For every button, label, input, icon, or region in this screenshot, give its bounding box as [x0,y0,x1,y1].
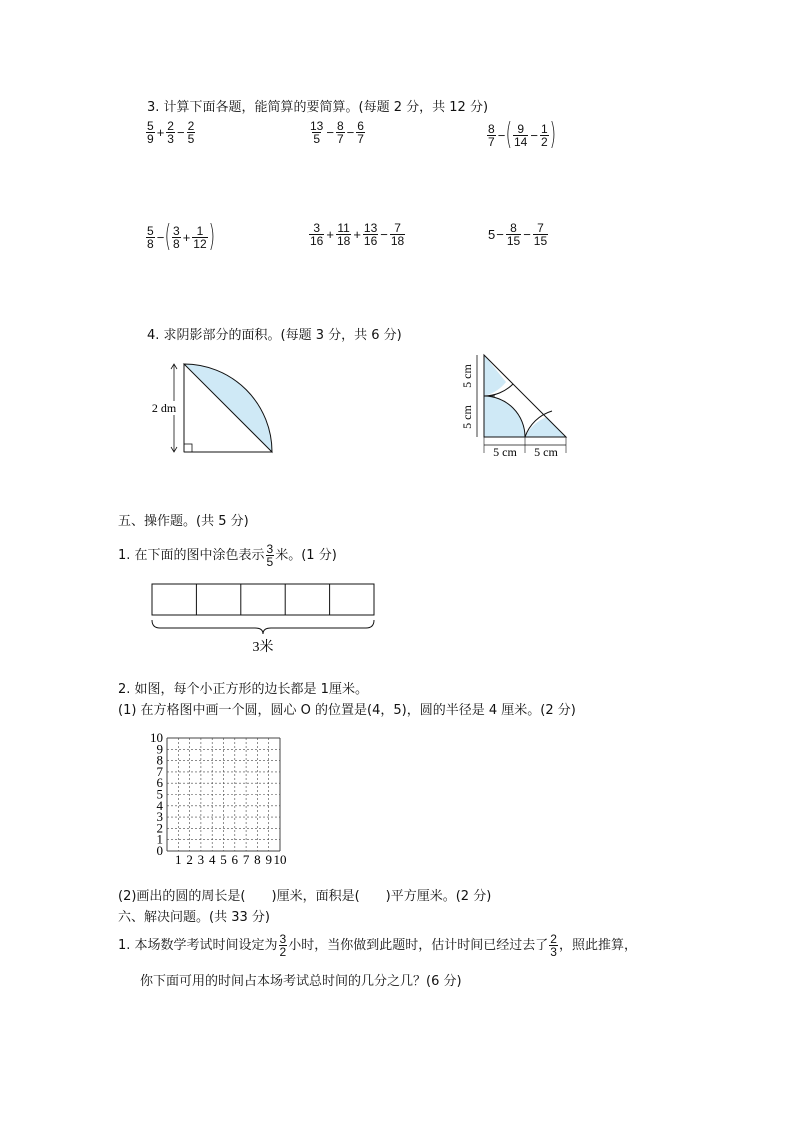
x-tick-label: 6 [231,852,239,867]
dimension-label: 5 cm [460,405,474,429]
y-tick-label: 7 [156,763,163,779]
section5-q2: 2. 如图，每个小正方形的边长都是 1厘米。 [118,682,368,697]
section5-q2-sub2: (2)画出的圆的周长是( )厘米，面积是( )平方厘米。(2 分) [118,889,492,904]
answer-blank[interactable] [246,889,272,905]
section6-heading: 六、解决问题。(共 33 分) [118,910,270,925]
right-angle-mark [184,444,192,452]
y-tick-label: 2 [156,820,163,836]
x-tick-label: 8 [254,852,261,867]
calc-expression: $\frac{13}{5}$ − $\frac{8}{7}$ − $\frac{6}{7}$ [310,119,364,146]
x-tick-label: 9 [265,852,272,867]
triangle-arcs-figure [455,350,580,460]
calc-expression: $\frac{3}{16}$ + $\frac{11}{18}$ + $\frac{13}{16}$ − $\frac{7}{18}$ [310,221,405,248]
calc-expression: 5 − $\frac{8}{15}$ − $\frac{7}{15}$ [488,221,548,248]
y-tick-label: 10 [150,730,163,745]
y-tick-label: 6 [156,775,163,791]
fraction: $\frac{5}{9}$ [147,119,154,146]
x-tick-label: 1 [175,852,182,867]
dimension-label: 5 cm [534,445,558,459]
section5-q1: 1. 在下面的图中涂色表示 $\frac{3}{5}$ 米。(1 分) [118,542,337,569]
y-tick-label: 4 [156,797,163,813]
section3-title: 3. 计算下面各题，能简算的要简算。(每题 2 分，共 12 分) [147,100,489,115]
y-tick-label: 3 [156,809,163,825]
calc-expression: $\frac{5}{9}$ + $\frac{2}{3}$ − $\frac{2}{5}$ [147,119,195,146]
coordinate-grid[interactable] [145,730,300,875]
x-tick-label: 5 [220,852,227,867]
calc-expression: $\frac{8}{7}$ − ( $\frac{9}{14}$ − $\frac{1}{2}$ ) [488,117,556,152]
brace [152,620,374,634]
section5-q2-sub1: (1) 在方格图中画一个圆，圆心 O 的位置是(4，5)，圆的半径是 4 厘米。(2 分) [118,703,576,718]
bar-label: 3米 [252,640,274,655]
quarter-circle-figure [140,355,280,460]
x-tick-label: 2 [186,852,193,867]
x-tick-label: 10 [273,852,287,867]
section6-q1-line2: 你下面可用的时间占本场考试总时间的几分之几？(6 分) [140,974,462,989]
answer-blank[interactable] [360,889,386,905]
shaded-segment [184,364,272,452]
y-tick-label: 8 [156,752,163,768]
dimension-label: 5 cm [460,364,474,388]
calc-expression: $\frac{5}{8}$ − ( $\frac{3}{8}$ + $\frac{1}{12}$ ) [147,219,215,254]
y-tick-label: 9 [156,741,163,757]
y-tick-label: 1 [156,831,163,847]
x-tick-label: 3 [197,852,205,867]
x-tick-label: 4 [208,852,216,867]
x-tick-label: 7 [242,852,250,867]
section5-heading: 五、操作题。(共 5 分) [118,514,249,529]
section4-title: 4. 求阴影部分的面积。(每题 3 分，共 6 分) [147,328,402,343]
y-tick-label: 0 [156,843,163,858]
dimension-label: 5 cm [493,445,517,459]
y-tick-label: 5 [156,786,163,802]
bar-diagram[interactable] [148,580,378,660]
section6-q1: 1. 本场数学考试时间设定为 $\frac{3}{2}$ 小时，当你做到此题时，估计时间已经过去了 $\frac{2}{3}$ ，照此推算， [118,932,637,959]
dimension-label: 2 dm [151,401,177,415]
